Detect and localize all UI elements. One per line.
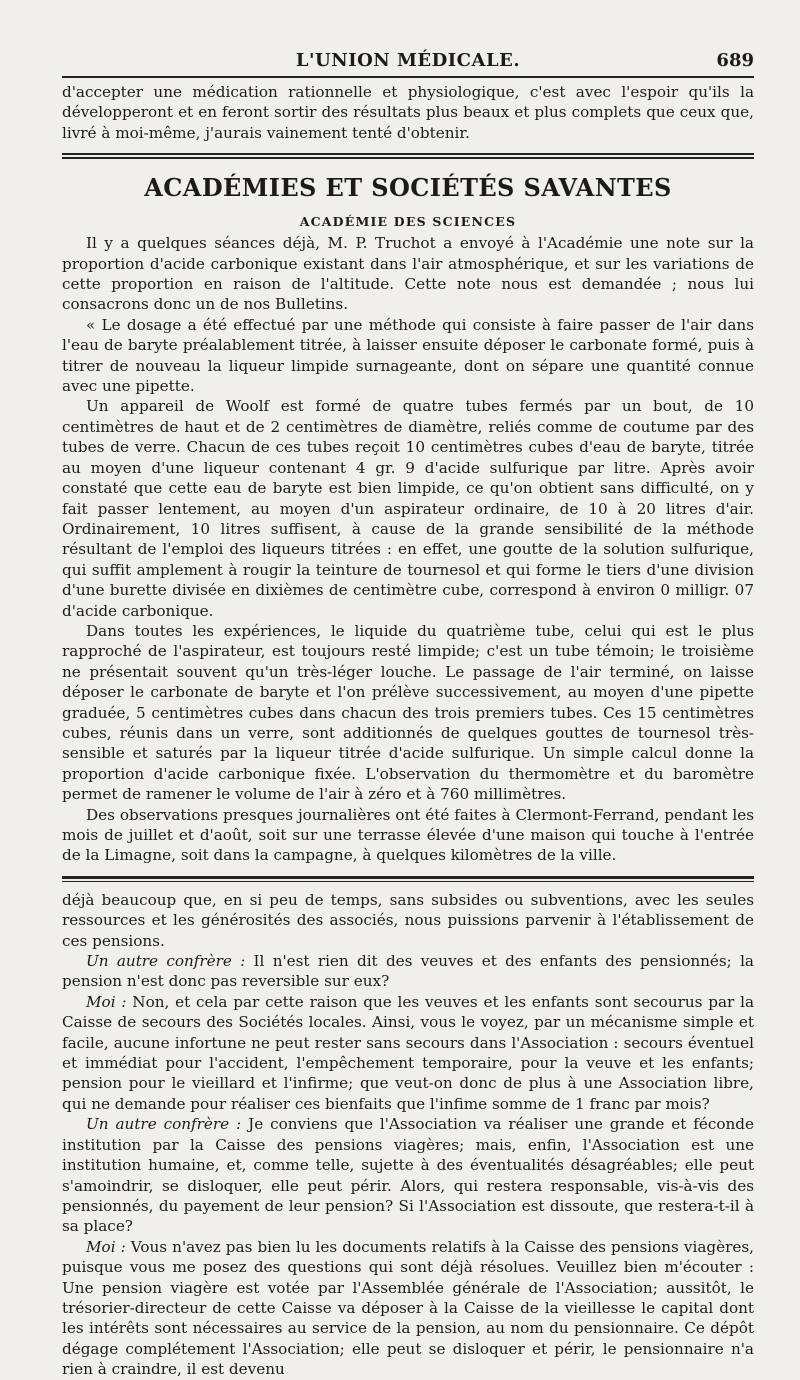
subsection-title: ACADÉMIE DES SCIENCES xyxy=(299,214,517,230)
header-rule xyxy=(62,76,754,78)
paragraph: « Le dosage a été effectué par une méthode qui consiste à faire passer de l'air dans l'eau de baryte préalablement titrée, à laisser ensuite déposer le carbonate formé, puis à titrer de nouveau la liqueur limpide surnageante, dont on sépare une quantité connue avec une pipette. xyxy=(62,315,754,396)
journal-title: L'UNION MÉDICALE. xyxy=(295,50,521,71)
paragraph: Il y a quelques séances déjà, M. P. Truchot a envoyé à l'Académie une note sur la proportion d'acide carbonique existant dans l'air atmosphérique, et sur les variations de cette proportion en raison de l'altitude. Cette note nous est demandée ; nous lui consacrons donc un de nos Bulletins. xyxy=(62,234,754,314)
column-separator-rule xyxy=(62,876,754,882)
section-title: ACADÉMIES ET SOCIÉTÉS SAVANTES xyxy=(144,173,672,203)
dialogue-paragraph xyxy=(62,951,754,992)
dialogue-paragraph xyxy=(62,992,754,1114)
paragraph: Un appareil de Woolf est formé de quatre tubes fermés par un bout, de 10 centimètres de haut et de 2 centimètres de diamètre, reliés comme de coutume par des tubes de verre. Chacun de ces tubes reçoit 10 centimètres cubes d'eau de baryte, titrée au moyen d'une liqueur contenant 4 gr. 9 d'acide sulfurique par litre. Après avoir constaté que cette eau de baryte est bien limpide, ce qu'on obtient sans difficulté, on y fait passer lentement, au moyen d'un aspirateur ordinaire, de 10 à 20 litres d'air. Ordinairement, 10 litres suffisent, à cause de la grande sensibilité de la méthode résultant de l'emploi des liqueurs titrées : en effet, une goutte de la solution sulfurique, qui suffit amplement à rougir la teinture de tournesol et qui forme le tiers d'une division d'une burette divisée en dixièmes de centimètre cube, correspond à environ 0 milligr. 07 d'acide carbonique. xyxy=(62,397,754,620)
speaker-label: Un autre confrère : xyxy=(86,1115,242,1134)
dialogue-paragraph xyxy=(62,1237,754,1380)
dialogue-text: Vous n'avez pas bien lu les documents relatifs à la Caisse des pensions viagères, puisque vous me posez des questions qui sont déjà résolues. Veuillez bien m'écouter : Une pension viagère est votée par l'Assemblée générale de l'Association; aussitôt, le trésorier-directeur de cette Caisse va déposer à la Caisse de la vieillesse le capital dont les intérêts sont nécessaires au service de la pension, au nom du pensionnaire. Ce dépôt dégage complétement l'Association; elle peut se disloquer et périr, le pensionnaire n'a rien à craindre, il est devenu xyxy=(62,1237,754,1379)
running-head xyxy=(62,0,754,76)
speaker-label: Moi : xyxy=(86,992,127,1011)
dialogue-text: Non, et cela par cette raison que les veuves et les enfants sont secourus par la Caisse de secours des Sociétés locales. Ainsi, vous le voyez, par un mécanisme simple et facile, aucune infortune ne peut rester sans secours dans l'Association : secours éventuel et immédiat pour l'accident, l'empêchement temporaire, pour la veuve et les enfants; pension pour le vieillard et l'infirme; que veut-on donc de plus à une Association libre, qui ne demande pour réaliser ces bienfaits que l'infime somme de 1 franc par mois? xyxy=(62,992,754,1113)
paragraph: Des observations presques journalières ont été faites à Clermont-Ferrand, pendant les mois de juillet et d'août, soit sur une terrasse élevée d'une maison qui touche à l'entrée de la Limagne, soit dans la campagne, à quelques kilomètres de la ville. xyxy=(62,805,754,865)
paragraph: Dans toutes les expériences, le liquide du quatrième tube, celui qui est le plus rapproché de l'aspirateur, est toujours resté limpide; c'est un tube témoin; le troisième ne présentait souvent qu'un très-léger louche. Le passage de l'air terminé, on laisse déposer le carbonate de baryte et l'on prélève successivement, au moyen d'une pipette graduée, 5 centimètres cubes dans chacun des trois premiers tubes. Ces 15 centimètres cubes, réunis dans un verre, sont additionnés de quelques gouttes de tournesol très-sensible et saturés par la liqueur titrée d'acide sulfurique. Un simple calcul donne la proportion d'acide carbonique fixée. L'observation du thermomètre et du baromètre permet de ramener le volume de l'air à zéro et à 760 millimètres. xyxy=(62,621,754,804)
dialogue-paragraph xyxy=(62,890,754,951)
section-rule xyxy=(62,153,754,159)
dialogue-text: déjà beaucoup que, en si peu de temps, sans subsides ou subventions, avec les seules ressources et les générosités des associés, nous puissions parvenir à l'établissement de ces pensions. xyxy=(62,890,754,950)
intro-paragraph: d'accepter une médication rationnelle et physiologique, c'est avec l'espoir qu'ils la développeront et en feront sortir des résultats plus beaux et plus complets que ceux que, livré à moi-même, j'aurais vainement tenté d'obtenir. xyxy=(62,83,754,142)
dialogue-text: Je conviens que l'Association va réaliser une grande et féconde institution par la Caisse des pensions viagères; mais, enfin, l'Association est une institution humaine, et, comme telle, sujette à des éventualités désagréables; elle peut s'amoindrir, se disloquer, elle peut périr. Alors, qui restera responsable, vis-à-vis des pensionnés, du payement de leur pension? Si l'Association est dissoute, que restera-t-il à sa place? xyxy=(62,1115,754,1236)
speaker-label: Un autre confrère : xyxy=(86,952,246,971)
speaker-label: Moi : xyxy=(86,1237,126,1256)
dialogue-paragraph xyxy=(62,1114,754,1236)
dialogue-text: Il n'est rien dit des veuves et des enfants des pensionnés; la pension n'est donc pas reversible sur eux? xyxy=(62,952,754,991)
page-number: 689 xyxy=(716,50,754,71)
